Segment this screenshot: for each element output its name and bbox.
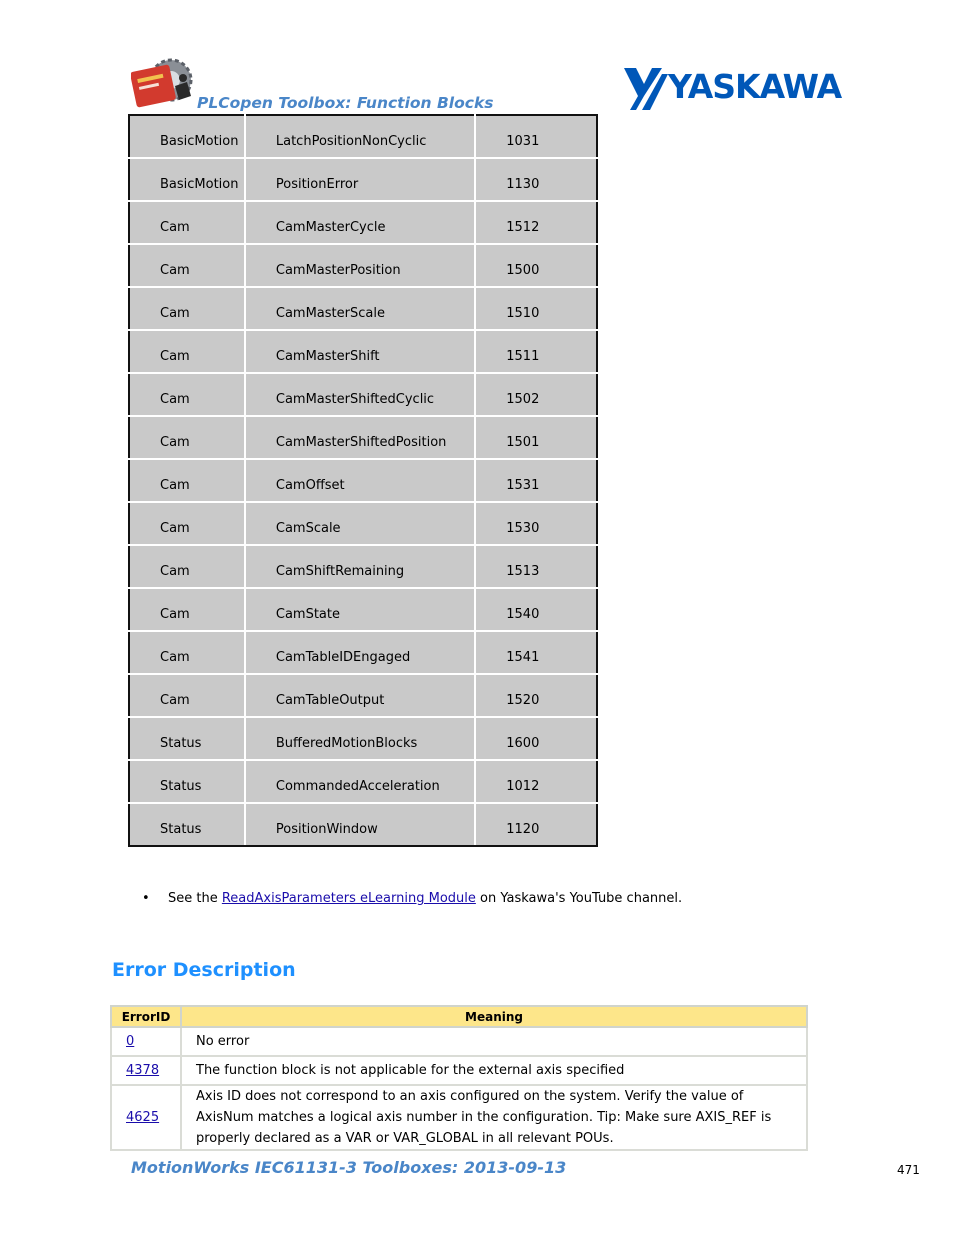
param-number-cell: 1031 (475, 115, 597, 158)
param-category-cell: Cam (129, 330, 245, 373)
param-category-cell: Cam (129, 588, 245, 631)
param-name-cell: CamTableIDEngaged (245, 631, 475, 674)
error-id-cell (111, 1027, 181, 1056)
param-name-cell: CamMasterShiftedPosition (245, 416, 475, 459)
error-table (110, 1005, 808, 1151)
param-name-cell: CamScale (245, 502, 475, 545)
param-number-cell: 1541 (475, 631, 597, 674)
axis-parameters-table (128, 114, 598, 847)
param-row (129, 760, 597, 803)
param-number-cell: 1513 (475, 545, 597, 588)
param-number-cell: 1512 (475, 201, 597, 244)
param-category-cell: Cam (129, 201, 245, 244)
param-name-cell: PositionWindow (245, 803, 475, 846)
param-category-cell: Cam (129, 631, 245, 674)
param-name-cell: CamMasterShiftedCyclic (245, 373, 475, 416)
param-number-cell: 1600 (475, 717, 597, 760)
param-name-cell: CamMasterScale (245, 287, 475, 330)
param-category-cell: BasicMotion (129, 115, 245, 158)
param-category-cell: Cam (129, 416, 245, 459)
param-row (129, 416, 597, 459)
param-category-cell: Status (129, 717, 245, 760)
param-name-cell: BufferedMotionBlocks (245, 717, 475, 760)
bullet-icon: • (142, 891, 150, 906)
param-name-cell: CamMasterPosition (245, 244, 475, 287)
param-name-cell: CamShiftRemaining (245, 545, 475, 588)
error-row (111, 1056, 807, 1085)
param-number-cell: 1530 (475, 502, 597, 545)
yaskawa-logo (622, 66, 844, 112)
param-row (129, 201, 597, 244)
error-description-heading: Error Description (112, 959, 296, 981)
param-category-cell: Cam (129, 244, 245, 287)
note-suffix: on Yaskawa's YouTube channel. (475, 891, 683, 906)
param-row (129, 717, 597, 760)
errorid-column-header: ErrorID (111, 1006, 181, 1027)
error-row (111, 1027, 807, 1056)
footer-title: MotionWorks IEC61131-3 Toolboxes: 2013-09-13 (131, 1158, 567, 1177)
param-row (129, 502, 597, 545)
param-category-cell: Cam (129, 459, 245, 502)
svg-text:YASKAWA: YASKAWA (668, 67, 842, 106)
param-category-cell: Cam (129, 502, 245, 545)
param-name-cell: CommandedAcceleration (245, 760, 475, 803)
param-row (129, 115, 597, 158)
note-prefix: See the (168, 891, 222, 906)
param-category-cell: Cam (129, 674, 245, 717)
param-row (129, 287, 597, 330)
error-id-link[interactable]: 4625 (126, 1110, 160, 1125)
param-number-cell: 1130 (475, 158, 597, 201)
param-row (129, 373, 597, 416)
param-number-cell: 1510 (475, 287, 597, 330)
param-row (129, 330, 597, 373)
param-name-cell: CamOffset (245, 459, 475, 502)
param-category-cell: Cam (129, 545, 245, 588)
param-name-cell: CamMasterShift (245, 330, 475, 373)
param-category-cell: Cam (129, 373, 245, 416)
error-meaning-cell: The function block is not applicable for the external axis specified (181, 1056, 807, 1085)
param-row (129, 803, 597, 846)
param-row (129, 545, 597, 588)
param-category-cell: Status (129, 803, 245, 846)
param-row (129, 459, 597, 502)
page-number: 471 (897, 1163, 920, 1177)
error-meaning-cell: Axis ID does not correspond to an axis configured on the system. Verify the value of AxisNum matches a logical axis number in the configuration. Tip: Make sure AXIS_REF is properly declared as a VAR or VAR_GLOBAL in all relevant POUs. (181, 1085, 807, 1150)
param-name-cell: PositionError (245, 158, 475, 201)
param-row (129, 244, 597, 287)
param-name-cell: LatchPositionNonCyclic (245, 115, 475, 158)
param-category-cell: BasicMotion (129, 158, 245, 201)
document-header-title: PLCopen Toolbox: Function Blocks (197, 94, 494, 112)
param-number-cell: 1502 (475, 373, 597, 416)
param-name-cell: CamMasterCycle (245, 201, 475, 244)
param-name-cell: CamTableOutput (245, 674, 475, 717)
param-number-cell: 1531 (475, 459, 597, 502)
elearning-module-link[interactable]: ReadAxisParameters eLearning Module (221, 891, 476, 906)
param-name-cell: CamState (245, 588, 475, 631)
param-row (129, 631, 597, 674)
param-number-cell: 1540 (475, 588, 597, 631)
elearning-note (142, 891, 682, 906)
param-row (129, 158, 597, 201)
param-category-cell: Status (129, 760, 245, 803)
plcopen-toolbox-logo (131, 56, 197, 110)
error-row (111, 1085, 807, 1150)
error-id-link[interactable]: 4378 (126, 1063, 160, 1078)
param-number-cell: 1500 (475, 244, 597, 287)
param-number-cell: 1511 (475, 330, 597, 373)
param-row (129, 674, 597, 717)
error-meaning-cell: No error (181, 1027, 807, 1056)
error-id-link[interactable]: 0 (126, 1034, 135, 1049)
param-number-cell: 1012 (475, 760, 597, 803)
param-number-cell: 1520 (475, 674, 597, 717)
error-id-cell (111, 1085, 181, 1150)
param-category-cell: Cam (129, 287, 245, 330)
param-number-cell: 1120 (475, 803, 597, 846)
param-number-cell: 1501 (475, 416, 597, 459)
meaning-column-header: Meaning (181, 1006, 807, 1027)
error-table-header (111, 1006, 807, 1027)
error-id-cell (111, 1056, 181, 1085)
param-row (129, 588, 597, 631)
